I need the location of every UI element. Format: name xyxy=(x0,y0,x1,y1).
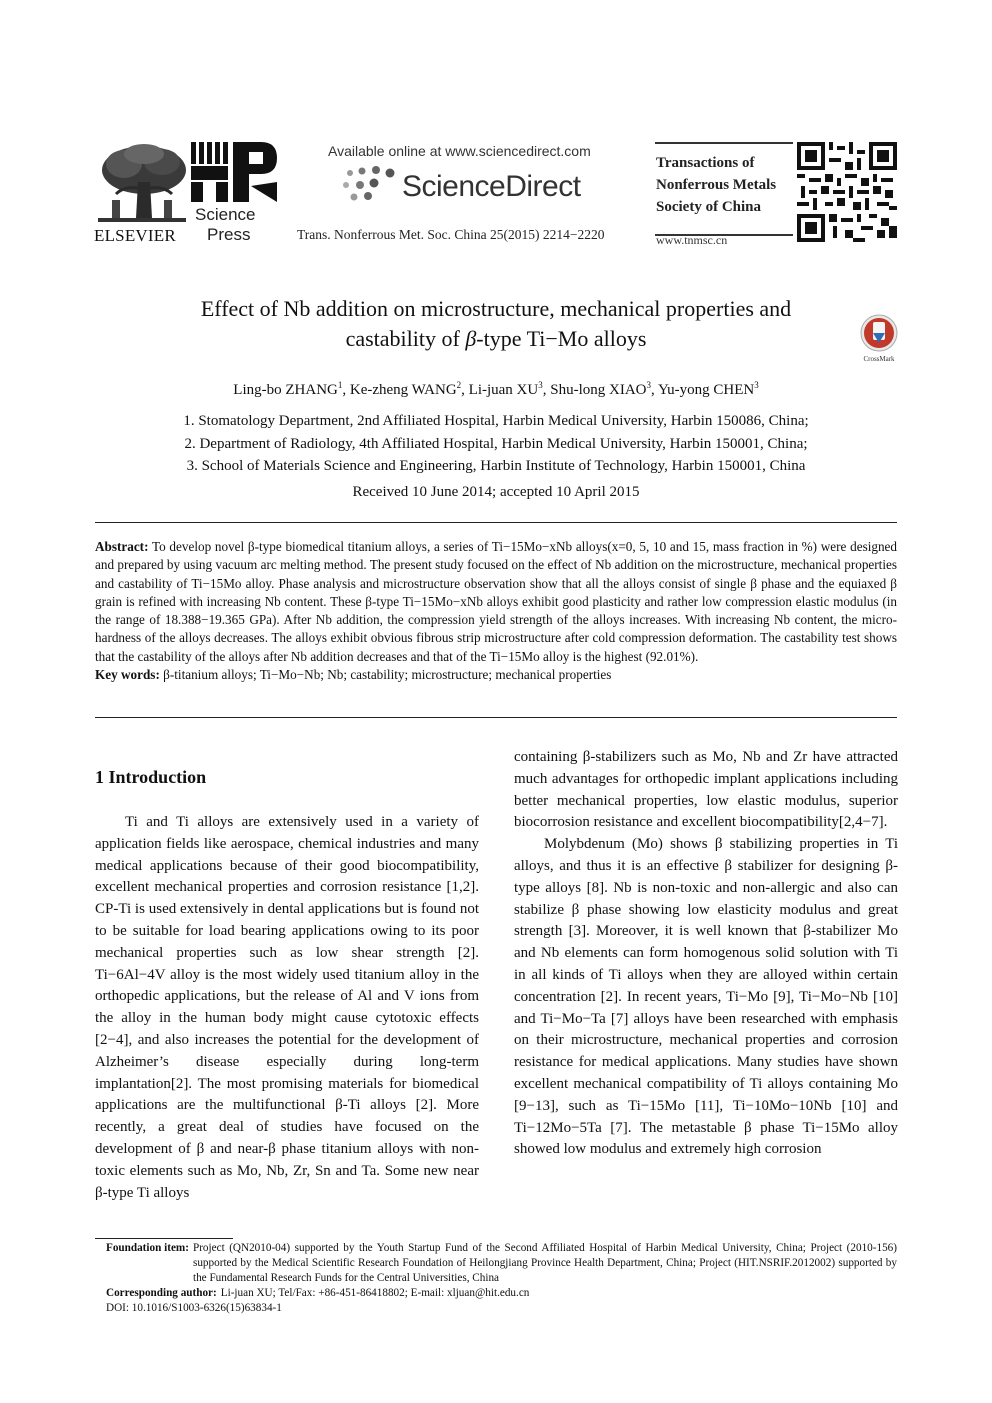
journal-name-line3: Society of China xyxy=(656,199,761,215)
affiliation-1: 1. Stomatology Department, 2nd Affiliated Hospital, Harbin Medical University, Harbin 150086, China; xyxy=(183,413,809,429)
crossmark-icon[interactable] xyxy=(857,313,901,363)
abstract-block xyxy=(95,538,897,684)
author-list: Ling-bo ZHANG$^1$, Ke-zheng WANG$^2$, Li-juan $XU^3$, Shu-long XIAO$^3$, Yu-yong CHEN$^3$ xyxy=(233,380,759,398)
title-line2-post: -type Ti−Mo alloys xyxy=(476,326,647,351)
title-beta-symbol: β xyxy=(465,326,477,351)
crossmark-label: CrossMark xyxy=(863,355,895,363)
available-online-text[interactable]: Available online at www.sciencedirect.com xyxy=(328,143,591,159)
abstract-label: Abstract: xyxy=(95,539,149,554)
journal-url-link[interactable]: www.tnmsc.cn xyxy=(656,233,728,247)
corresponding-text[interactable]: Li-juan XU; Tel/Fax: +86-451-86418802; E-mail: xljuan@hit.edu.cn xyxy=(220,1287,530,1299)
abstract-paragraph xyxy=(95,538,897,666)
journal-name-box xyxy=(655,142,793,236)
abstract-bottom-rule xyxy=(95,717,897,718)
affiliation-list xyxy=(100,410,892,478)
keywords-label: Key words: xyxy=(95,667,160,683)
title-line1: Effect of Nb addition on microstructure, mechanical properties and xyxy=(200,296,792,321)
elsevier-wordmark: ELSEVIER xyxy=(94,226,176,245)
intro-paragraph-1-continued: containing β-stabilizers such as Mo, Nb and Zr have attracted much advantages for orthopedic implant applications including better mechanical properties, low elastic modulus, superior biocorrosion resistance and excellent biocompatibility[2,4−7]. xyxy=(514,749,898,831)
keywords-text: β-titanium alloys; Ti−Mo−Nb; Nb; castability; microstructure; mechanical properties xyxy=(163,667,612,683)
author-name: Shu-long XIAO xyxy=(550,382,647,398)
footnote-rule xyxy=(95,1238,233,1239)
corresponding-label: Corresponding author: xyxy=(106,1287,217,1299)
abstract-text: To develop novel β-type biomedical titanium alloys, a series of Ti−15Mo−xNb alloys(x=0, 5, 10 and 15, mass fraction in %) were designed and prepared by using vacuum arc melting method. The present study focused on the effect of Nb addition on the microstructure, mechanical properties and castability of Ti−15Mo alloy. Phase analysis and microstructure observation show that all the alloys consist of single β phase and the equiaxed β grain is refined with increasing Nb content. These β-type Ti−15Mo−xNb alloys exhibit good plasticity and rather low compression elastic modulus (in the range of 18.388−19.365 GPa). After Nb addition, the compression yield strength of the alloys increases. With increasing Nb content, the micro-hardness of the alloys decreases. The alloys exhibit obvious fibrous strip microstructure after cold compression deformation. The castability test shows that the castability of the alloys after Nb addition decreases and that of the Ti−15Mo alloy is the highest (92.01%). xyxy=(95,539,898,664)
journal-reference: Trans. Nonferrous Met. Soc. China 25(2015) 2214−2220 xyxy=(297,227,605,242)
author-affiliation-marker: 2 xyxy=(456,380,462,390)
author-affiliation-marker: 3 xyxy=(646,380,651,390)
received-dates: Received 10 June 2014; accepted 10 April 2015 xyxy=(352,484,640,500)
affiliation-2: 2. Department of Radiology, 4th Affiliated Hospital, Harbin Medical University, Harbin 150001, China; xyxy=(184,435,808,452)
science-press-line1: Science xyxy=(195,205,256,224)
foundation-footnote xyxy=(106,1241,897,1286)
title-line2 xyxy=(100,324,892,354)
foundation-label: Foundation item: xyxy=(106,1242,189,1254)
sciencedirect-dots-icon xyxy=(340,165,400,205)
foundation-text: Project (QN2010-04) supported by the Youth Startup Fund of the Second Affiliated Hospital of Harbin Medical University, China; Project (2010-156) supported by the Medical Scientific Research Foundation of Heilongjiang Province Health Department, China; Project (HIT.NSRIF.2012002) supported by the Fundamental Research Funds for the Central Universities, China xyxy=(192,1242,897,1284)
body-column-left xyxy=(95,812,479,1204)
article-title xyxy=(100,294,892,354)
intro-paragraph-2: Molybdenum (Mo) shows β stabilizing properties in Ti alloys, and thus it is an effective β stabilizer for designing β-type alloys [8]. Nb is non-toxic and non-allergic and also can stabilize β phase showing low elasticity modulus and great strength [3]. Moreover, it is well known that β-stabilizer Mo and Nb elements can form homogenous solid solution with Ti in all kinds of Ti alloys when they are alloyed within certain concentration [2]. In recent years, Ti−Mo [9], Ti−Mo−Nb [10] and Ti−Mo−Ta [7] alloys have been researched with emphasis on their microstructure, mechanical properties and corrosion resistance for medical applications. Many studies have shown excellent mechanical compatibility of Ti alloys containing Mo [9−13], such as Ti−15Mo [11], Ti−10Mo−10Nb [10] and Ti−12Mo−5Ta [7]. The metastable β phase Ti−15Mo alloy showed low modulus and extremely high corrosion xyxy=(514,836,898,1158)
author-name: Yu-yong CHEN xyxy=(657,382,755,398)
journal-name-line1: Transactions of xyxy=(656,155,755,171)
body-column-right xyxy=(514,747,898,1161)
author-name: Ke-zheng WANG xyxy=(349,382,457,398)
author-affiliation-marker: 3 xyxy=(538,380,543,390)
journal-name-line2: Nonferrous Metals xyxy=(656,177,777,193)
section-heading-introduction: 1 Introduction xyxy=(95,767,207,787)
abstract-top-rule xyxy=(95,522,897,523)
science-press-line2: Press xyxy=(207,225,251,244)
author-name: Li-juan XU xyxy=(468,382,539,398)
footnotes-block xyxy=(106,1241,897,1316)
title-line2-pre: castability of xyxy=(345,326,466,351)
qr-code-icon xyxy=(797,142,897,242)
author-name: Ling-bo ZHANG xyxy=(233,382,338,398)
sciencedirect-wordmark: ScienceDirect xyxy=(402,170,581,203)
author-affiliation-marker: 3 xyxy=(754,380,759,390)
keywords-line xyxy=(95,666,897,684)
intro-paragraph-1: Ti and Ti alloys are extensively used in a variety of application fields like aerospace, chemical industries and many medical applications because of their good biocompatibility, excellent mechanical properties and corrosion resistance [1,2]. CP-Ti is used extensively in dental applications but is found not to be suitable for load bearing applications owing to its poor mechanical properties such as low shear strength [2]. Ti−6Al−4V alloy is the most widely used titanium alloy in the orthopedic applications, but the release of Al and V ions from the alloy in the human body might cause cytotoxic effects [2−4], and also increases the potential for the development of Alzheimer’s disease especially during long-term implantation[2]. The most promising materials for biomedical applications are the multifunctional β-Ti alloys [2]. More recently, a great deal of studies have focused on the development of β and near-β phase titanium alloys with non-toxic elements such as Mo, Nb, Zr, Sn and Ta. Some new near β-type Ti alloys xyxy=(95,814,479,1201)
affiliation-3: 3. School of Materials Science and Engineering, Harbin Institute of Technology, Harbin 150001, China xyxy=(186,458,806,474)
doi-line[interactable]: DOI: 10.1016/S1003-6326(15)63834-1 xyxy=(106,1302,282,1314)
corresponding-footnote xyxy=(106,1286,897,1301)
author-affiliation-marker: 1 xyxy=(337,380,343,390)
